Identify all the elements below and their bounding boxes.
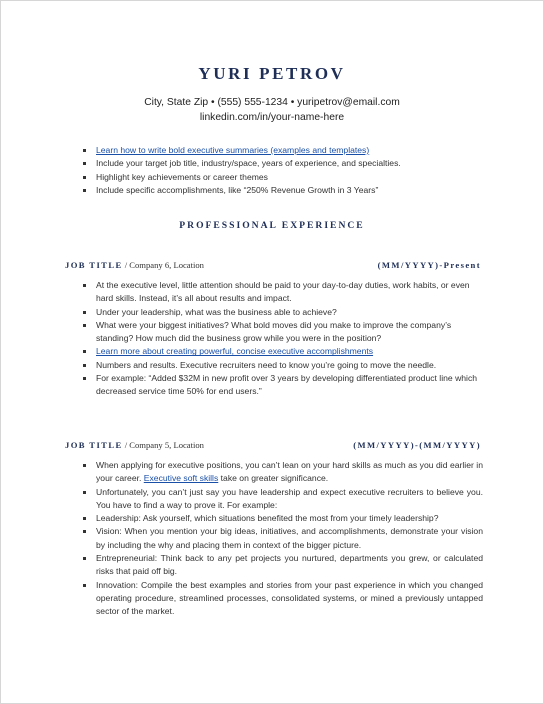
job-bullet: Under your leadership, what was the business able to achieve? xyxy=(81,306,483,319)
job-header xyxy=(65,260,481,274)
job-bullet: For example: “Added $32M in new profit over 3 years by developing differentiated product line which decreased service time 50% for end users.” xyxy=(81,372,483,399)
job-header xyxy=(65,440,481,454)
accomplishments-link[interactable]: Learn more about creating powerful, concise executive accomplishments xyxy=(96,346,374,357)
job-bullet[interactable] xyxy=(81,345,483,358)
soft-skills-link[interactable]: Executive soft skills xyxy=(143,473,219,484)
job-title: JOB TITLE xyxy=(65,440,123,450)
job-dates: (MM/YYYY)-Present xyxy=(377,260,481,270)
job-bullet: At the executive level, little attention should be paid to your day-to-day duties, work habits, or even hard skills. Instead, it’s all about results and impact. xyxy=(81,279,483,306)
candidate-name: YURI PETROV xyxy=(198,64,346,83)
job-bullet: Vision: When you mention your big ideas, initiatives, and accomplishments, demonstrate your vision by including the why and placing them in context of the bigger picture. xyxy=(81,525,483,552)
bullet-text: When applying for executive positions, you can’t lean on your hard skills as much as you did earlier in your career. xyxy=(96,460,483,484)
job-bullet: Leadership: Ask yourself, which situations benefited the most from your timely leadership? xyxy=(81,512,483,525)
job-bullet: Innovation: Compile the best examples and stories from your past experience in which you changed operating procedure, streamlined processes, consolidated systems, or mined a previously untapped sector of the market. xyxy=(81,579,483,619)
section-title-experience: PROFESSIONAL EXPERIENCE xyxy=(179,220,365,231)
summary-item[interactable] xyxy=(81,144,481,157)
linkedin-url: linkedin.com/in/your-name-here xyxy=(199,112,345,123)
job-dates: (MM/YYYY)-(MM/YYYY) xyxy=(353,440,481,450)
job-bullet xyxy=(81,459,483,486)
job-bullets xyxy=(81,279,483,399)
contact-block xyxy=(1,95,543,125)
job-bullet: Unfortunately, you can’t just say you have leadership and expect executive recruiters to believe you. You have to find a way to prove it. For example: xyxy=(81,486,483,513)
job-title: JOB TITLE xyxy=(65,260,123,270)
bullet-text: take on greater significance. xyxy=(218,473,329,484)
job-company: / Company 6, Location xyxy=(122,260,204,270)
summary-item: Include your target job title, industry/space, years of experience, and specialties. xyxy=(81,157,481,170)
summary-item: Highlight key achievements or career themes xyxy=(81,171,481,184)
job-bullet: Entrepreneurial: Think back to any pet projects you nurtured, departments you grew, or calculated risks that paid off big. xyxy=(81,552,483,579)
summary-item: Include specific accomplishments, like “250% Revenue Growth in 3 Years” xyxy=(81,184,481,197)
job-bullets xyxy=(81,459,483,619)
job-bullet: What were your biggest initiatives? What bold moves did you make to improve the company’s standing? How much did the business grow while you were in the position? xyxy=(81,319,483,346)
job-bullet: Numbers and results. Executive recruiters need to know you’re going to move the needle. xyxy=(81,359,483,372)
contact-line: City, State Zip • (555) 555-1234 • yuripetrov@email.com xyxy=(144,97,400,108)
summary-link[interactable]: Learn how to write bold executive summaries (examples and templates) xyxy=(96,145,370,155)
job-company: / Company 5, Location xyxy=(122,440,204,450)
summary-list xyxy=(81,144,481,197)
